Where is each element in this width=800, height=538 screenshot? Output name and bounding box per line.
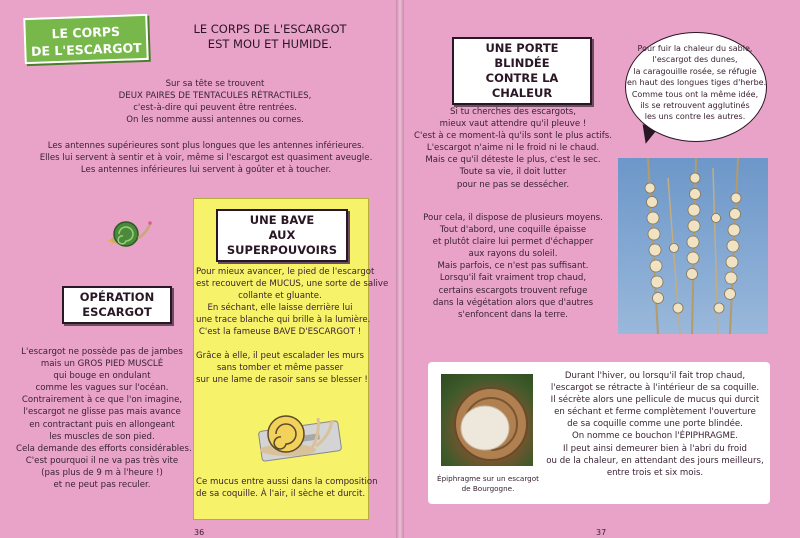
porte-paragraph-1 xyxy=(414,106,612,191)
intro-line: EST MOU ET HUMIDE. xyxy=(207,37,333,51)
text-line: Comme tous ont la même idée, xyxy=(631,89,759,99)
box-title-line: CONTRE LA CHALEUR xyxy=(485,71,559,100)
text-line: Mais ce qu'il déteste le plus, c'est le sec. xyxy=(425,155,601,166)
text-line: l'escargot se rétracte à l'intérieur de sa coquille. xyxy=(550,383,760,394)
operation-escargot-title xyxy=(62,286,172,324)
text-line: Toute sa vie, il doit lutter xyxy=(459,167,567,178)
text-line: Il peut ainsi demeurer bien à l'abri du froid xyxy=(563,443,747,454)
antennae-paragraph xyxy=(30,140,382,176)
page-title-line: LE CORPS xyxy=(51,23,121,42)
text-line: certains escargots trouvent refuge xyxy=(438,285,588,296)
text-line: et plutôt claire lui permet d'échapper xyxy=(432,237,594,248)
bave-paragraph-3 xyxy=(196,476,378,500)
dune-snails-graphic xyxy=(618,158,768,334)
text-line: de sa coquille. À l'air, il sèche et durcit. xyxy=(196,489,366,500)
text-line: en séchant et ferme complètement l'ouverture xyxy=(554,407,756,418)
box-title-line: ESCARGOT xyxy=(82,305,152,319)
text-line: pour ne pas se dessécher. xyxy=(456,179,570,190)
text-line: L'escargot n'aime ni le froid ni le chaud. xyxy=(426,143,600,154)
text-line: Les antennes supérieures sont plus longues que les antennes inférieures. xyxy=(47,141,365,151)
text-line: la caragouille rosée, se réfugie xyxy=(633,66,757,76)
text-line: DEUX PAIRES DE TENTACULES RÉTRACTILES, xyxy=(118,91,312,102)
tentacles-paragraph xyxy=(80,78,350,126)
epiphragm-caption xyxy=(436,474,540,493)
snail-illustration xyxy=(104,214,160,254)
text-line: Mais parfois, ce n'est pas suffisant. xyxy=(437,261,589,272)
text-line: Tout d'abord, une coquille épaisse xyxy=(439,225,587,236)
text-line: et ne peut pas reculer. xyxy=(53,480,151,491)
epiphragm-snail-graphic xyxy=(441,374,533,466)
epiphragme-text xyxy=(544,370,766,479)
text-line: Pour cela, il dispose de plusieurs moyens. xyxy=(423,213,603,223)
text-line: ils se retrouvent agglutinés xyxy=(640,101,750,111)
page-number: 37 xyxy=(596,528,607,537)
text-line: Si tu cherches des escargots, xyxy=(450,107,576,117)
text-line: Lorsqu'il fait vraiment trop chaud, xyxy=(439,273,587,284)
text-line: c'est-à-dire qui peuvent être rentrées. xyxy=(133,103,297,114)
bave-paragraph-2 xyxy=(196,350,368,386)
intro-heading xyxy=(160,22,380,52)
operation-escargot-text xyxy=(16,346,192,491)
text-line: mais un GROS PIED MUSCLÉ xyxy=(40,359,164,370)
text-line: Ce mucus entre aussi dans la composition xyxy=(196,477,378,487)
text-line: Les antennes inférieures lui servent à goûter et à toucher. xyxy=(80,165,332,176)
epiphragm-snail-photo xyxy=(441,374,533,466)
text-line: C'est la fameuse BAVE D'ESCARGOT ! xyxy=(198,327,362,338)
text-line: (pas plus de 9 m à l'heure !) xyxy=(41,467,163,478)
text-line: dans la végétation alors que d'autres xyxy=(432,297,594,308)
text-line: aux rayons du soleil. xyxy=(468,249,558,260)
bave-title xyxy=(216,209,348,262)
text-line: C'est pourquoi il ne va pas très vite xyxy=(25,455,179,466)
text-line: de sa coquille comme une porte blindée. xyxy=(567,419,743,430)
text-line: On les nomme aussi antennes ou cornes. xyxy=(126,115,304,126)
text-line: Sur sa tête se trouvent xyxy=(165,79,265,89)
text-line: l'escargot des dunes, xyxy=(652,55,738,65)
text-line: Grâce à elle, il peut escalader les murs xyxy=(196,351,364,361)
page-number: 36 xyxy=(194,528,205,537)
text-line: Cela demande des efforts considérables. xyxy=(16,443,192,454)
text-line: en contractant puis en allongeant xyxy=(29,419,175,430)
speech-bubble-text xyxy=(627,43,767,123)
text-line: sans tomber et même passer xyxy=(216,363,344,374)
text-line: l'escargot ne glisse pas mais avance xyxy=(23,407,181,418)
text-line: les uns contre les autres. xyxy=(644,112,746,122)
caption-line: Épiphragme sur un escargot xyxy=(437,474,539,483)
text-line: sur une lame de rasoir sans se blesser ! xyxy=(196,375,368,386)
text-line: C'est à ce moment-là qu'ils sont le plus actifs. xyxy=(414,131,612,142)
text-line: collante et gluante. xyxy=(238,291,322,302)
page-title xyxy=(23,14,149,64)
text-line: mieux vaut attendre qu'il pleuve ! xyxy=(439,119,587,130)
text-line: une trace blanche qui brille à la lumière. xyxy=(196,315,371,326)
text-line: Pour mieux avancer, le pied de l'escargot xyxy=(196,267,375,277)
bave-paragraph-1 xyxy=(196,266,389,339)
text-line: entre trois et six mois. xyxy=(606,467,704,478)
text-line: Contrairement à ce que l'on imagine, xyxy=(21,395,183,406)
text-line: en haut des longues tiges d'herbe. xyxy=(627,78,767,88)
text-line: Elles lui servent à sentir et à voir, même si l'escargot est quasiment aveugle. xyxy=(39,153,373,164)
porte-paragraph-2 xyxy=(414,212,612,321)
text-line: En séchant, elle laisse derrière lui xyxy=(207,303,353,314)
text-line: s'enfoncent dans la terre. xyxy=(457,309,569,320)
intro-line: LE CORPS DE L'ESCARGOT xyxy=(193,22,347,36)
text-line: est recouvert de MUCUS, une sorte de salive xyxy=(196,279,389,290)
box-title-line: AUX SUPERPOUVOIRS xyxy=(226,228,338,257)
box-title-line: OPÉRATION xyxy=(79,290,155,304)
text-line: les muscles de son pied. xyxy=(49,431,155,442)
text-line: Pour fuir la chaleur du sable, xyxy=(637,44,753,53)
text-line: Durant l'hiver, ou lorsqu'il fait trop chaud, xyxy=(564,371,746,381)
snail-on-razor-illustration xyxy=(246,392,350,468)
page-title-line: DE L'ESCARGOT xyxy=(30,40,142,59)
text-line: Il sécrète alors une pellicule de mucus qui durcit xyxy=(550,395,760,406)
porte-blindee-title xyxy=(452,37,592,105)
text-line: ou de la chaleur, en attendant des jours meilleurs, xyxy=(546,455,764,466)
text-line: L'escargot ne possède pas de jambes xyxy=(21,347,183,357)
box-title-line: UNE BAVE xyxy=(249,213,315,227)
dune-snails-photo xyxy=(618,158,768,334)
text-line: On nomme ce bouchon l'ÉPIPHRAGME. xyxy=(571,431,739,442)
text-line: qui bouge en ondulant xyxy=(53,371,151,382)
box-title-line: UNE PORTE BLINDÉE xyxy=(485,41,559,70)
text-line: comme les vagues sur l'océan. xyxy=(35,383,169,394)
book-gutter xyxy=(396,0,404,538)
caption-line: de Bourgogne. xyxy=(461,483,515,493)
